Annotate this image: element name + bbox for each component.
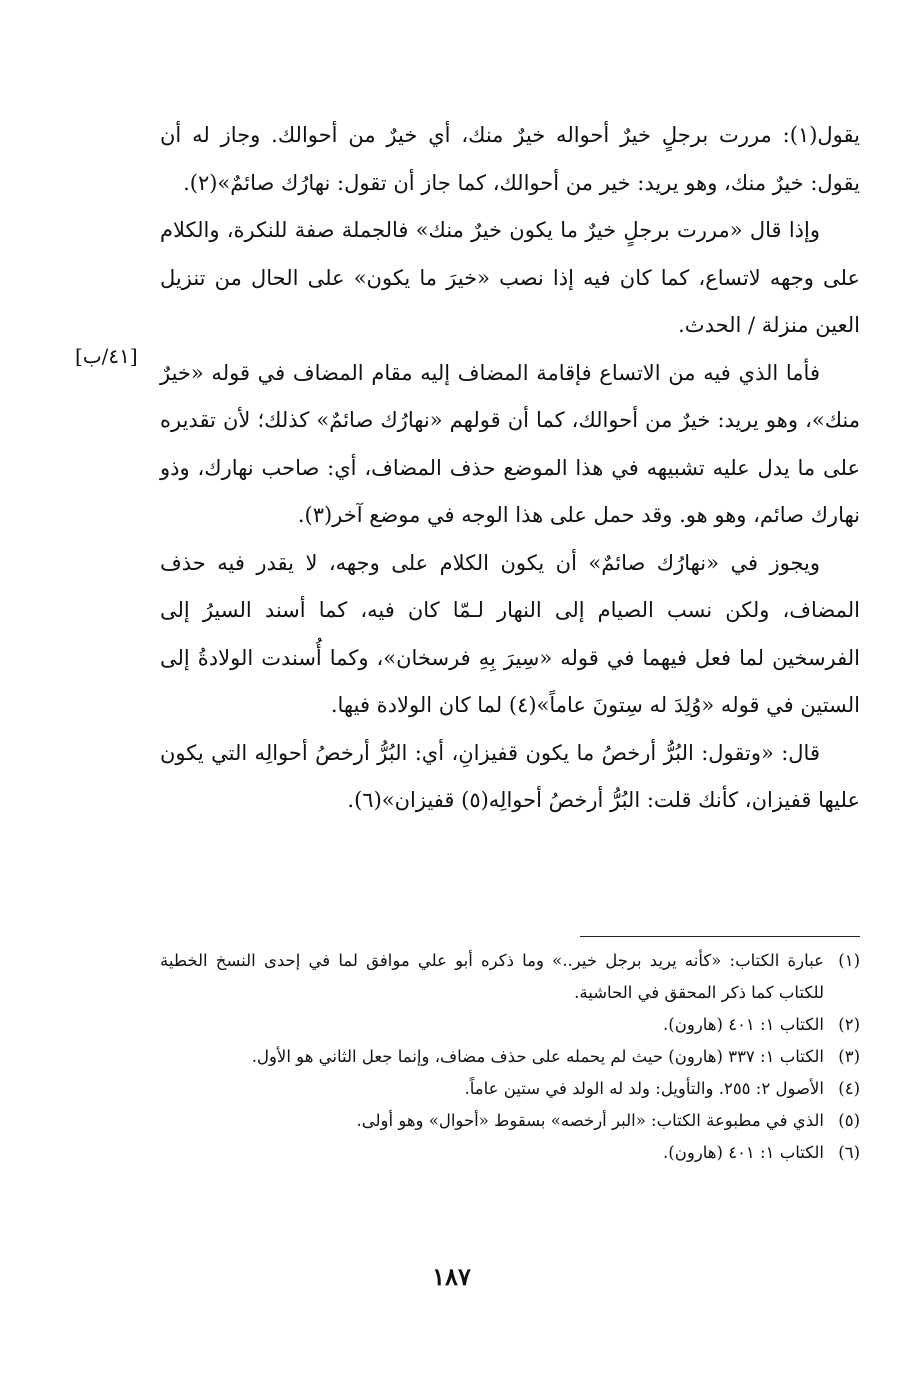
footnote-text: الكتاب ١: ٤٠١ (هارون).: [663, 1143, 824, 1162]
page-number: ١٨٧: [432, 1262, 471, 1291]
paragraph: فأما الذي فيه من الاتساع فإقامة المضاف إليه مقام المضاف في قوله «خيرٌ منك»، وهو يريد: خيرٌ من أحوالك، كما أن قولهم «نهارُك صائمٌ» كذلك؛ لأن تقديره على ما يدل عليه تشبيهه في هذا الموضع حذف المضاف، أي: صاحب نهارك، وذو نهارك صائم، وهو هو. وقد حمل على هذا الوجه في موضع آخر(٣).: [160, 360, 860, 527]
manuscript-folio-reference: [٤١/ب]: [75, 344, 138, 368]
footnote-item: [160, 1009, 860, 1041]
footnote-number: (٥): [838, 1111, 860, 1130]
footnote-text: الكتاب ١: ٣٣٧ (هارون) حيث لم يحمله على حذف مضاف، وإنما جعل الثاني هو الأول.: [251, 1047, 824, 1066]
paragraph: قال: «وتقول: البُرُّ أرخصُ ما يكون قفيزانِ، أي: البُرُّ أرخصُ أحوالِه التي يكون عليها قفيزان، كأنك قلت: البُرُّ أرخصُ أحوالِه(٥) قفيزان»(٦).: [160, 740, 860, 812]
footnote-separator: [580, 936, 860, 937]
footnote-item: [160, 1105, 860, 1137]
footnote-item: [160, 945, 860, 1009]
paragraph: وإذا قال «مررت برجلٍ خيرٌ ما يكون خيرٌ منك» فالجملة صفة للنكرة، والكلام على وجهه لاتساع، كما كان فيه إذا نصب «خيرَ ما يكون» على الحال من تنزيل العين منزلة / الحدث.: [160, 218, 860, 337]
footnote-item: [160, 1041, 860, 1073]
footnote-number: (٣): [838, 1047, 860, 1066]
footnote-item: [160, 1073, 860, 1105]
footnote-number: (٤): [838, 1079, 860, 1098]
footnotes: [160, 945, 860, 1169]
footnote-text: الأصول ٢: ٢٥٥. والتأويل: ولد له الولد في ستين عاماً.: [464, 1079, 824, 1098]
footnote-text: الكتاب ١: ٤٠١ (هارون).: [663, 1015, 824, 1034]
footnote-number: (٢): [838, 1015, 860, 1034]
footnote-item: [160, 1137, 860, 1169]
footnote-text: الذي في مطبوعة الكتاب: «البر أرخصه» بسقوط «أحوال» وهو أولى.: [356, 1111, 824, 1130]
main-text-body: [160, 112, 860, 825]
footnote-number: (١): [838, 951, 860, 970]
footnote-number: (٦): [838, 1143, 860, 1162]
paragraph: ويجوز في «نهارُك صائمٌ» أن يكون الكلام على وجهه، لا يقدر فيه حذف المضاف، ولكن نسب الصيام إلى النهار لـمّا كان فيه، كما أسند السيرُ إلى الفرسخين لما فعل فيهما في قوله «سِيرَ بِهِ فرسخان»، وكما أُسندت الولادةُ إلى الستين في قوله «وُلِدَ له سِتونَ عاماً»(٤) لما كان الولادة فيها.: [160, 550, 860, 717]
paragraph: يقول(١): مررت برجلٍ خيرٌ أحواله خيرٌ منك، أي خيرٌ من أحوالك. وجاز له أن يقول: خيرٌ منك، وهو يريد: خير من أحوالك، كما جاز أن تقول: نهارُك صائمٌ»(٢).: [160, 123, 860, 195]
footnote-text: عبارة الكتاب: «كأنه يريد برجل خير..» وما ذكره أبو علي موافق لما في إحدى النسخ الخطية للكتاب كما ذكر المحقق في الحاشية.: [160, 951, 824, 1002]
